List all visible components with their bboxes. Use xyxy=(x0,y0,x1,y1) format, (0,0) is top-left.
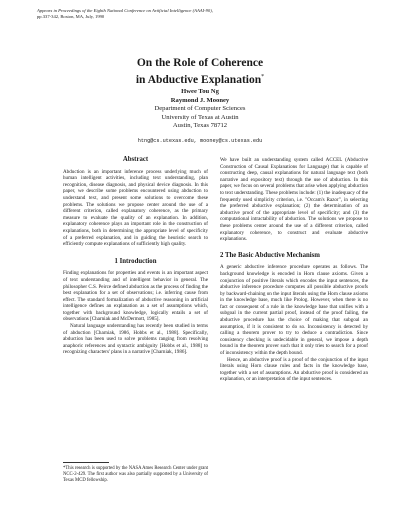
title-footnote-marker: * xyxy=(261,73,265,80)
venue-line-1: Appears in Proceedings of the Eighth National Conference on Artificial Intelligence (AAAI-90), xyxy=(37,8,213,13)
footnote-rule xyxy=(63,462,109,463)
left-column xyxy=(63,157,208,356)
title-line-1: On the Role of Coherence xyxy=(136,57,264,69)
section-2-paragraph-1: A generic abductive inference procedure operates as follows. The background knowledge is encoded in Horn clause axioms. Given a conjunction of positive literals which encodes the input sentences, the abductive inference procedure computes all possible abductive proofs by backward-chaining on the input literals using the Horn clause axioms in the knowledge base, much like Prolog. However, when there is no fact or consequent of a rule in the knowledge base that unifies with a subgoal in the current partial proof, instead of the proof failing, the abductive procedure has the choice of making that subgoal an assumption, if it is consistent to do so. Inconsistency is detected by calling a theorem prover to try to deduce a contradiction. Since consistency checking is undecidable in general, we impose a depth bound in the theorem prover such that it only tries to search for a proof of inconsistency within the depth bound. xyxy=(220,264,368,357)
author-emails: htng@cs.utexas.edu, mooney@cs.utexas.edu xyxy=(137,137,263,144)
author-block xyxy=(0,88,400,146)
paper-title xyxy=(0,57,400,87)
department: Department of Computer Sciences xyxy=(154,105,246,113)
footnote xyxy=(63,462,208,484)
city: Austin, Texas 78712 xyxy=(172,122,228,130)
right-paragraph-1: We have built an understanding system called ACCEL (Abductive Construction of Causal Explanations for Language) that is capable of constructing deep, causal explanations for natural language text (both narrative and expository text) through the use of abduction. In this paper, we focus on several problems that arise when applying abduction to text understanding. These problems include: (1) the inadequacy of the frequently used simplicity criterion, i.e. "Occam's Razor", in selecting the preferred abductive explanation; (2) the determination of an abductive proof of the appropriate level of specificity; and (3) the computational intractability of abduction. The solutions we propose to these problems center around the use of a different criterion, called explanatory coherence, to construct and evaluate abductive explanations. xyxy=(220,157,368,243)
author-1: Hwee Tou Ng xyxy=(181,88,219,95)
intro-paragraph-2: Natural language understanding has recently been studied in terms of abduction [Charniak, 1986, Hobbs et al., 1988]. Specifically, abduction has been used to solve problems ranging from resolving anaphoric references and syntactic ambiguity [Hobbs et al., 1988] to recognizing characters' plans in a narrative [Charniak, 1986]. xyxy=(63,323,208,356)
intro-heading: 1 Introduction xyxy=(114,257,157,265)
right-column xyxy=(220,157,368,383)
venue-line-2: pp.337-342, Boston, MA, July, 1990 xyxy=(37,14,105,19)
section-2-heading: 2 The Basic Abductive Mechanism xyxy=(220,251,320,259)
title-line-2-text: in Abductive Explanation xyxy=(135,73,262,86)
abstract-text: Abduction is an important inference process underlying much of human intelligent activities, including text understanding, plan recognition, disease diagnosis, and physical device diagnosis. In this paper, we describe some problems encountered using abduction to understand text, and present some solutions to overcome these problems. The solutions we propose center around the use of a different criterion, called explanatory coherence, as the primary measure to evaluate the quality of an explanation. In addition, explanatory coherence plays an important role in the construction of explanations, both in determining the appropriate level of specificity of a preferred explanation, and in guiding the heuristic search to efficiently compute explanations of sufficiently high quality. xyxy=(63,168,208,248)
section-2-paragraph-2: Hence, an abductive proof is a proof of the conjunction of the input literals using Horn clause rules and facts in the knowledge base, together with a set of assumptions. An abductive proof is considered an explanation, or an interpretation of the input sentences. xyxy=(220,356,368,383)
abstract-heading: Abstract xyxy=(122,156,149,163)
footnote-text: *This research is supported by the NASA Ames Research Center under grant NCC-2-429. The first author was also partially supported by a University of Texas MCD fellowship. xyxy=(63,466,208,483)
venue-header xyxy=(37,8,337,20)
intro-paragraph-1: Finding explanations for properties and events is an important aspect of text understanding and of intelligent behavior in general. The philosopher C.S. Peirce defined abduction as the process of finding the best explanation for a set of observations; i.e. inferring cause from effect. The standard formalization of abductive reasoning in artificial intelligence defines an explanation as a set of assumptions which, together with background knowledge, logically entails a set of observations [Charniak and McDermott, 1985]. xyxy=(63,270,208,323)
university: University of Texas at Austin xyxy=(161,113,239,121)
author-2: Raymond J. Mooney xyxy=(170,96,230,104)
title-line-2 xyxy=(0,71,400,87)
